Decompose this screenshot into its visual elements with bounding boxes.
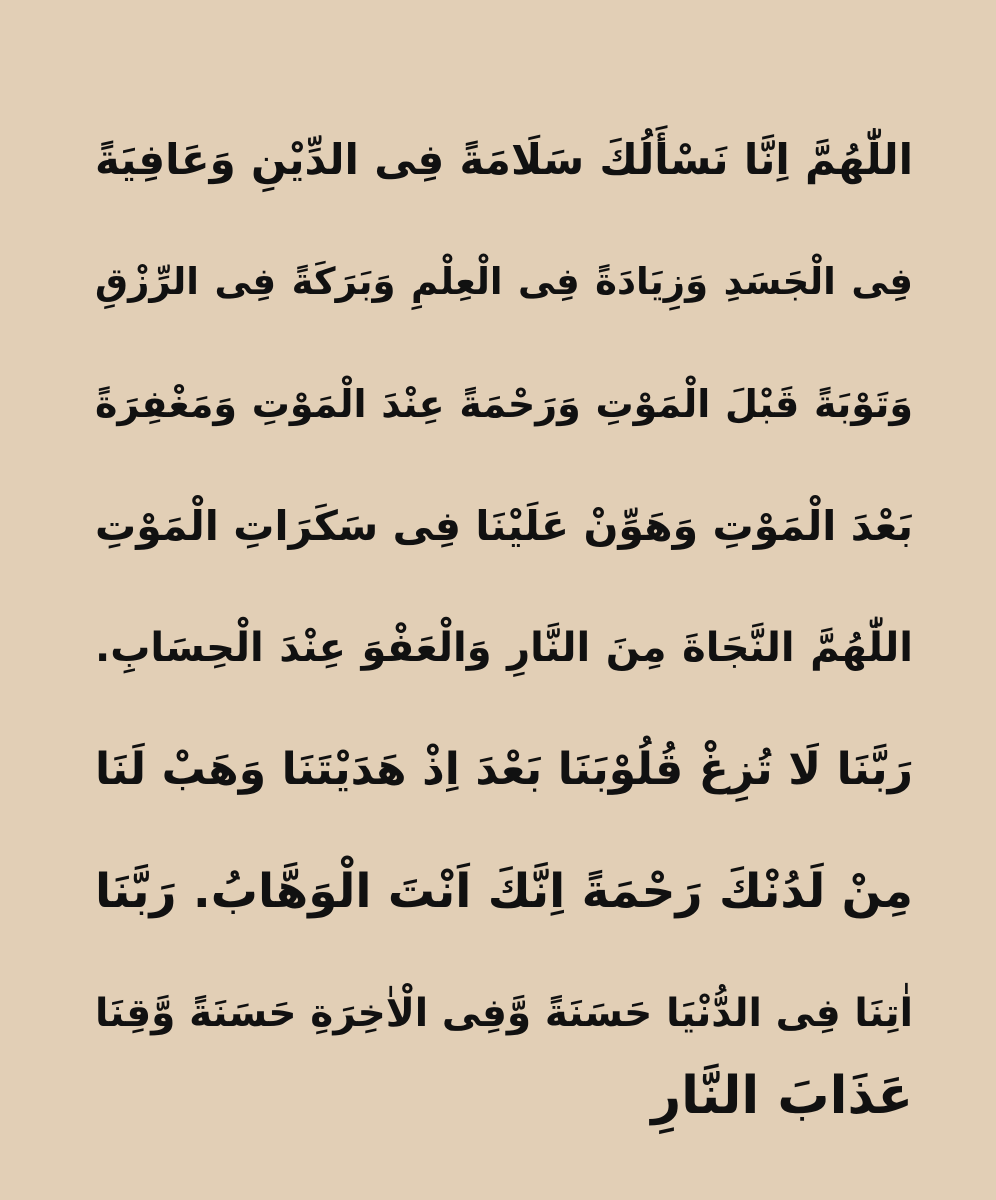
dua-line-3: وَتَوْبَةً قَبْلَ الْمَوْتِ وَرَحْمَةً عِنْدَ الْمَوْتِ وَمَغْفِرَةً [95, 382, 913, 426]
dua-line-4: بَعْدَ الْمَوْتِ وَهَوِّنْ عَلَيْنَا فِى سَكَرَاتِ الْمَوْتِ [95, 502, 913, 550]
dua-text-block [95, 112, 913, 1126]
dua-line-5: اللّٰهُمَّ النَّجَاةَ مِنَ النَّارِ وَالْعَفْوَ عِنْدَ الْحِسَابِ. [95, 625, 913, 671]
dua-line-1: اللّٰهُمَّ اِنَّا نَسْأَلُكَ سَلَامَةً فِى الدِّيْنِ وَعَافِيَةً [95, 135, 913, 184]
dua-line-7: مِنْ لَدُنْكَ رَحْمَةً اِنَّكَ اَنْتَ الْوَهَّابُ. رَبَّنَا [95, 864, 913, 919]
dua-line-6: رَبَّنَا لَا تُزِغْ قُلُوْبَنَا بَعْدَ اِذْ هَدَيْتَنَا وَهَبْ لَنَا [95, 744, 913, 795]
dua-line-9: عَذَابَ النَّارِ [651, 1066, 913, 1126]
dua-line-2: فِى الْجَسَدِ وَزِيَادَةً فِى الْعِلْمِ وَبَرَكَةً فِى الرِّزْقِ [95, 260, 913, 303]
dua-line-8: اٰتِنَا فِى الدُّنْيَا حَسَنَةً وَّفِى الْاٰخِرَةِ حَسَنَةً وَّقِنَا [95, 991, 913, 1036]
